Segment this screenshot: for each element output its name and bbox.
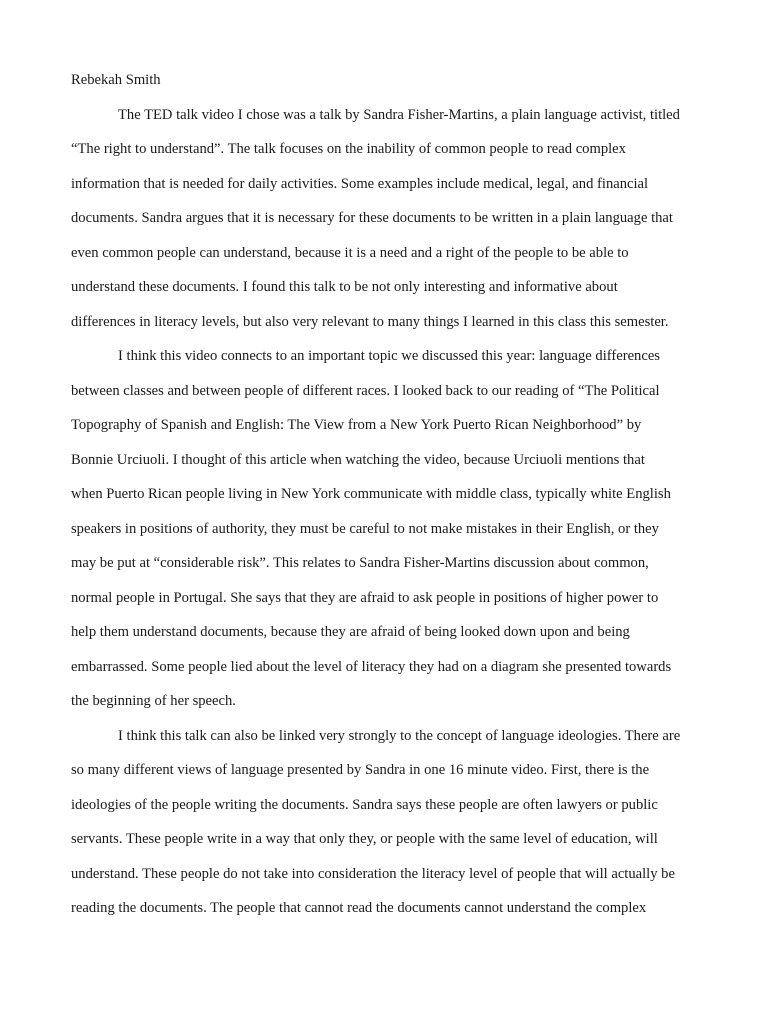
paragraph-3-line-5: understand. These people do not take into consideration the literacy level of people that will actually be [71,866,675,882]
paragraph-1-line-4: documents. Sandra argues that it is necessary for these documents to be written in a plain language that [71,210,673,226]
paragraph-1-line-5: even common people can understand, because it is a need and a right of the people to be able to [71,245,629,261]
author-name: Rebekah Smith [71,72,161,88]
paragraph-1-line-1: The TED talk video I chose was a talk by Sandra Fisher-Martins, a plain language activist, titled [118,107,680,123]
paragraph-2-line-5: when Puerto Rican people living in New York communicate with middle class, typically white English [71,486,671,502]
paragraph-1-line-3: information that is needed for daily activities. Some examples include medical, legal, and financial [71,176,649,192]
paragraph-3-line-6: reading the documents. The people that cannot read the documents cannot understand the complex [71,900,647,916]
paragraph-1-line-7: differences in literacy levels, but also very relevant to many things I learned in this class this semester. [71,314,669,330]
paragraph-2-line-3: Topography of Spanish and English: The View from a New York Puerto Rican Neighborhood” by [71,417,642,433]
paragraph-3-line-4: servants. These people write in a way that only they, or people with the same level of education, will [71,831,658,847]
paragraph-3-line-1: I think this talk can also be linked very strongly to the concept of language ideologies. There are [118,728,681,744]
paragraph-2-line-9: help them understand documents, because they are afraid of being looked down upon and being [71,624,630,640]
paragraph-2-line-8: normal people in Portugal. She says that they are afraid to ask people in positions of higher power to [71,590,659,606]
paragraph-2-line-2: between classes and between people of different races. I looked back to our reading of “The Political [71,383,660,399]
paragraph-2-line-6: speakers in positions of authority, they must be careful to not make mistakes in their English, or they [71,521,659,537]
paragraph-1-line-6: understand these documents. I found this talk to be not only interesting and informative about [71,279,618,295]
paragraph-2-line-10: embarrassed. Some people lied about the level of literacy they had on a diagram she presented towards [71,659,672,675]
paragraph-2-line-7: may be put at “considerable risk”. This relates to Sandra Fisher-Martins discussion about common, [71,555,649,571]
paragraph-3-line-3: ideologies of the people writing the documents. Sandra says these people are often lawyers or public [71,797,658,813]
paragraph-1-line-2: “The right to understand”. The talk focuses on the inability of common people to read complex [71,141,626,157]
paragraph-2-line-4: Bonnie Urciuoli. I thought of this article when watching the video, because Urciuoli mentions that [71,452,645,468]
paragraph-2-line-11: the beginning of her speech. [71,693,236,709]
paragraph-2-line-1: I think this video connects to an important topic we discussed this year: language differences [118,348,660,364]
paragraph-3-line-2: so many different views of language presented by Sandra in one 16 minute video. First, there is the [71,762,650,778]
